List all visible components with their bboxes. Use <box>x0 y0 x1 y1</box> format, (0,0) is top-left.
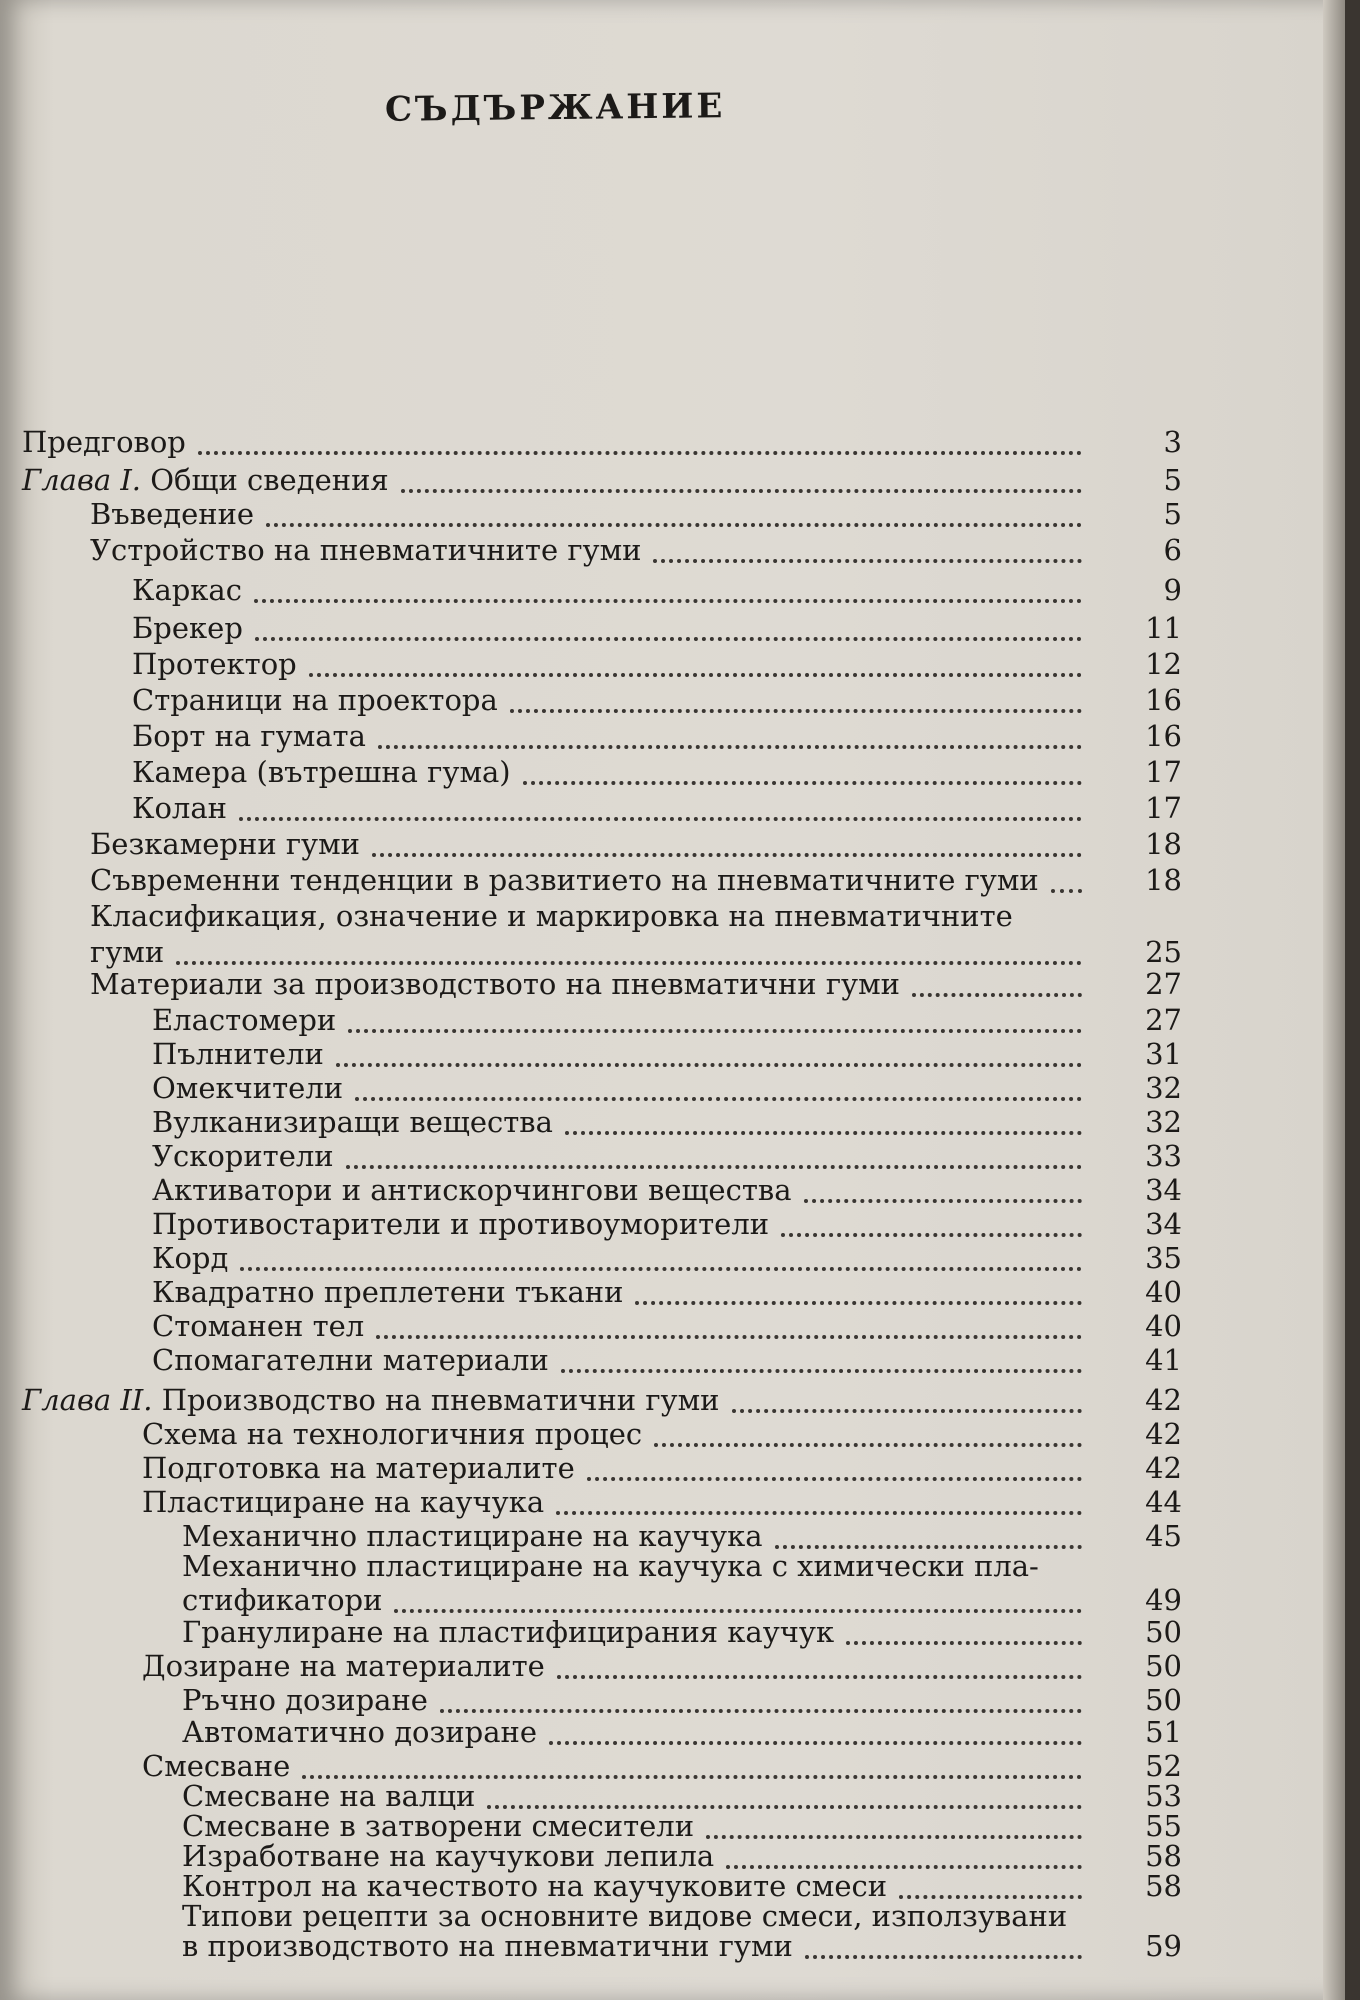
toc-entry-page: 33 <box>1145 1139 1182 1173</box>
toc-entry <box>22 1869 1182 1903</box>
dot-leader <box>376 1315 1082 1339</box>
toc-entry <box>22 533 1182 567</box>
toc-entry-page: 5 <box>1163 463 1182 497</box>
dot-leader <box>635 1281 1082 1305</box>
toc-entry <box>22 1173 1182 1207</box>
dot-leader <box>781 1213 1082 1237</box>
toc-entry <box>22 1899 1182 1933</box>
dot-leader <box>899 1875 1082 1899</box>
toc-entry-label: Предговор <box>22 425 186 459</box>
dot-leader <box>523 761 1082 785</box>
dot-leader <box>394 1589 1082 1613</box>
toc-entry-page: 34 <box>1145 1173 1182 1207</box>
toc-entry-page: 16 <box>1145 719 1182 753</box>
toc-entry-label: Камера (вътрешна гума) <box>132 755 511 789</box>
toc-entry <box>22 1309 1182 1343</box>
dot-leader <box>549 1721 1082 1745</box>
toc-entry-label: Ръчно дозиране <box>182 1683 428 1717</box>
toc-entry-label: Каркас <box>132 573 242 607</box>
toc-entry <box>22 1383 1182 1417</box>
toc-entry-label: Съвременни тенденции в развитието на пневматичните гуми <box>90 863 1039 897</box>
toc-entry <box>22 863 1182 897</box>
dot-leader <box>556 1491 1082 1515</box>
toc-entry <box>22 1549 1182 1583</box>
toc-entry-page: 49 <box>1145 1583 1182 1617</box>
toc-entry-page: 41 <box>1145 1343 1182 1377</box>
toc-entry-page: 17 <box>1145 791 1182 825</box>
toc-entry-label: Изработване на каучукови лепила <box>182 1839 715 1873</box>
toc-entry-label: Смесване <box>142 1749 291 1783</box>
toc-entry-label: Противостарители и противоуморители <box>152 1207 770 1241</box>
toc-entry-label: Квадратно преплетени тъкани <box>152 1275 624 1309</box>
toc-entry-label: Пластициране на каучука <box>142 1485 545 1519</box>
toc-entry <box>22 1649 1182 1683</box>
dot-leader <box>266 503 1082 527</box>
toc-entry-page: 58 <box>1145 1839 1182 1873</box>
toc-entry <box>22 1839 1182 1873</box>
dot-leader <box>732 1389 1082 1413</box>
dot-leader <box>804 1179 1082 1203</box>
toc-entry-label: Протектор <box>132 647 297 681</box>
toc-entry-label: Типови рецепти за основните видове смеси, използувани <box>182 1899 1068 1933</box>
toc-entry-label: Омекчители <box>152 1071 344 1105</box>
dot-leader <box>401 469 1082 493</box>
dot-leader <box>775 1525 1082 1549</box>
toc-entry-page: 50 <box>1145 1615 1182 1649</box>
toc-entry-page: 12 <box>1145 647 1182 681</box>
toc-entry-page: 40 <box>1145 1309 1182 1343</box>
toc-entry-page: 42 <box>1145 1383 1182 1417</box>
toc-entry <box>22 1451 1182 1485</box>
toc-entry-label: Глава II. Производство на пневматични гуми <box>22 1383 720 1417</box>
dot-leader <box>309 653 1082 677</box>
toc-entry <box>22 463 1182 497</box>
toc-entry-page: 45 <box>1145 1519 1182 1553</box>
toc-entry <box>22 1519 1182 1553</box>
toc-entry-label: Пълнители <box>152 1037 324 1071</box>
dot-leader <box>302 1755 1082 1779</box>
toc-entry-label: Активатори и антискорчингови вещества <box>152 1173 792 1207</box>
toc-entry <box>22 1809 1182 1843</box>
toc-entry-label: Смесване на валци <box>182 1779 476 1813</box>
toc-entry-page: 51 <box>1145 1715 1182 1749</box>
toc-entry <box>22 899 1182 933</box>
page-title: СЪДЪРЖАНИЕ <box>384 86 726 130</box>
toc-entry-page: 9 <box>1163 573 1182 607</box>
toc-entry-page: 27 <box>1145 967 1182 1001</box>
toc-entry-page: 18 <box>1145 827 1182 861</box>
toc-entry-page: 58 <box>1145 1869 1182 1903</box>
toc-entry-page: 34 <box>1145 1207 1182 1241</box>
toc-entry-label: Еластомери <box>152 1003 337 1037</box>
dot-leader <box>198 431 1082 455</box>
toc-entry-label: Подготовка на материалите <box>142 1451 575 1485</box>
toc-entry-page: 18 <box>1145 863 1182 897</box>
toc-entry-label: Ускорители <box>152 1139 334 1173</box>
toc-entry-label: Автоматично дозиране <box>182 1715 537 1749</box>
toc-entry <box>22 1615 1182 1649</box>
toc-entry-label: Корд <box>152 1241 229 1275</box>
dot-leader <box>440 1689 1082 1713</box>
dot-leader <box>239 797 1082 821</box>
toc-entry <box>22 967 1182 1001</box>
dot-leader <box>654 1423 1082 1447</box>
toc-entry-page: 50 <box>1145 1683 1182 1717</box>
toc-entry <box>22 1139 1182 1173</box>
toc-entry <box>22 573 1182 607</box>
toc-entry-label: Страници на проектора <box>132 683 498 717</box>
dot-leader <box>348 1009 1082 1033</box>
toc-entry-page: 53 <box>1145 1779 1182 1813</box>
toc-entry-page: 6 <box>1163 533 1182 567</box>
toc-entry-label: Брекер <box>132 611 243 645</box>
toc-entry-label: в производството на пневматични гуми <box>182 1929 793 1963</box>
toc-entry-page: 31 <box>1145 1037 1182 1071</box>
toc-entry <box>22 1929 1182 1963</box>
toc-entry <box>22 1779 1182 1813</box>
toc-entry <box>22 497 1182 531</box>
toc-entry <box>22 425 1182 459</box>
toc-entry-label: Стоманен тел <box>152 1309 365 1343</box>
toc-entry <box>22 683 1182 717</box>
toc-entry-label: гуми <box>90 935 165 969</box>
dot-leader <box>846 1621 1082 1645</box>
toc-entry <box>22 1207 1182 1241</box>
toc-entry <box>22 611 1182 645</box>
toc-entry <box>22 755 1182 789</box>
toc-entry-label: Схема на технологичния процес <box>142 1417 643 1451</box>
toc-entry-page: 16 <box>1145 683 1182 717</box>
toc-entry-page: 59 <box>1145 1929 1182 1963</box>
page-edge <box>1323 0 1345 2000</box>
toc-entry <box>22 935 1182 969</box>
toc-entry <box>22 1343 1182 1377</box>
toc-entry-label: Глава I. Общи сведения <box>22 463 389 497</box>
toc-entry-label: стификатори <box>182 1583 383 1617</box>
toc-entry-label: Въведение <box>90 497 255 531</box>
toc-entry-label: Борт на гумата <box>132 719 366 753</box>
dot-leader <box>1051 869 1082 893</box>
dot-leader <box>653 539 1082 563</box>
dot-leader <box>336 1043 1082 1067</box>
dot-leader <box>255 617 1082 641</box>
toc-entry-label: Механично пластициране на каучука с химически пла- <box>182 1549 1039 1583</box>
dot-leader <box>912 973 1082 997</box>
dot-leader <box>372 833 1082 857</box>
dot-leader <box>176 941 1082 965</box>
toc-entry-page: 42 <box>1145 1417 1182 1451</box>
toc-entry-label: Безкамерни гуми <box>90 827 361 861</box>
toc-entry <box>22 719 1182 753</box>
dot-leader <box>726 1845 1082 1869</box>
toc-entry-page: 32 <box>1145 1071 1182 1105</box>
toc-entry <box>22 1583 1182 1617</box>
toc-entry-label: Смесване в затворени смесители <box>182 1809 695 1843</box>
toc-entry <box>22 791 1182 825</box>
toc-entry <box>22 647 1182 681</box>
toc-entry-label: Материали за производството на пневматични гуми <box>90 967 900 1001</box>
dot-leader <box>587 1457 1082 1481</box>
toc-entry <box>22 1071 1182 1105</box>
toc-entry <box>22 1275 1182 1309</box>
toc-entry-label: Вулканизиращи вещества <box>152 1105 553 1139</box>
toc-entry-page: 44 <box>1145 1485 1182 1519</box>
toc-entry-label: Механично пластициране на каучука <box>182 1519 763 1553</box>
toc-entry-label: Контрол на качеството на каучуковите смеси <box>182 1869 888 1903</box>
toc-entry <box>22 1417 1182 1451</box>
toc-entry <box>22 1683 1182 1717</box>
toc-entry-page: 17 <box>1145 755 1182 789</box>
toc-entry-page: 27 <box>1145 1003 1182 1037</box>
toc-entry-page: 50 <box>1145 1649 1182 1683</box>
toc-entry-page: 11 <box>1145 611 1182 645</box>
toc-entry-page: 3 <box>1163 425 1182 459</box>
toc-entry <box>22 1485 1182 1519</box>
toc-entry-label: Спомагателни материали <box>152 1343 549 1377</box>
toc-entry-page: 42 <box>1145 1451 1182 1485</box>
dot-leader <box>706 1815 1082 1839</box>
toc-entry-page: 25 <box>1145 935 1182 969</box>
toc-entry-page: 32 <box>1145 1105 1182 1139</box>
toc-entry <box>22 827 1182 861</box>
dot-leader <box>487 1785 1082 1809</box>
dot-leader <box>565 1111 1082 1135</box>
toc-entry <box>22 1037 1182 1071</box>
dot-leader <box>355 1077 1082 1101</box>
toc-entry <box>22 1105 1182 1139</box>
toc-entry <box>22 1241 1182 1275</box>
toc-entry-page: 40 <box>1145 1275 1182 1309</box>
toc-entry-page: 52 <box>1145 1749 1182 1783</box>
dot-leader <box>561 1349 1082 1373</box>
dot-leader <box>805 1935 1082 1959</box>
dot-leader <box>510 689 1082 713</box>
toc-entry-page: 35 <box>1145 1241 1182 1275</box>
dot-leader <box>557 1655 1082 1679</box>
toc-entry <box>22 1715 1182 1749</box>
toc-entry <box>22 1749 1182 1783</box>
toc-entry-label: Устройство на пневматичните гуми <box>90 533 642 567</box>
toc-entry-label: Колан <box>132 791 227 825</box>
dot-leader <box>254 579 1082 603</box>
toc-entry-page: 5 <box>1163 497 1182 531</box>
dot-leader <box>378 725 1082 749</box>
toc-entry <box>22 1003 1182 1037</box>
dot-leader <box>240 1247 1082 1271</box>
dot-leader <box>346 1145 1082 1169</box>
toc-entry-label: Дозиране на материалите <box>142 1649 545 1683</box>
toc-entry-page: 55 <box>1145 1809 1182 1843</box>
toc-entry-label: Гранулиране на пластифицирания каучук <box>182 1615 835 1649</box>
toc-entry-label: Класификация, означение и маркировка на пневматичните <box>90 899 1013 933</box>
